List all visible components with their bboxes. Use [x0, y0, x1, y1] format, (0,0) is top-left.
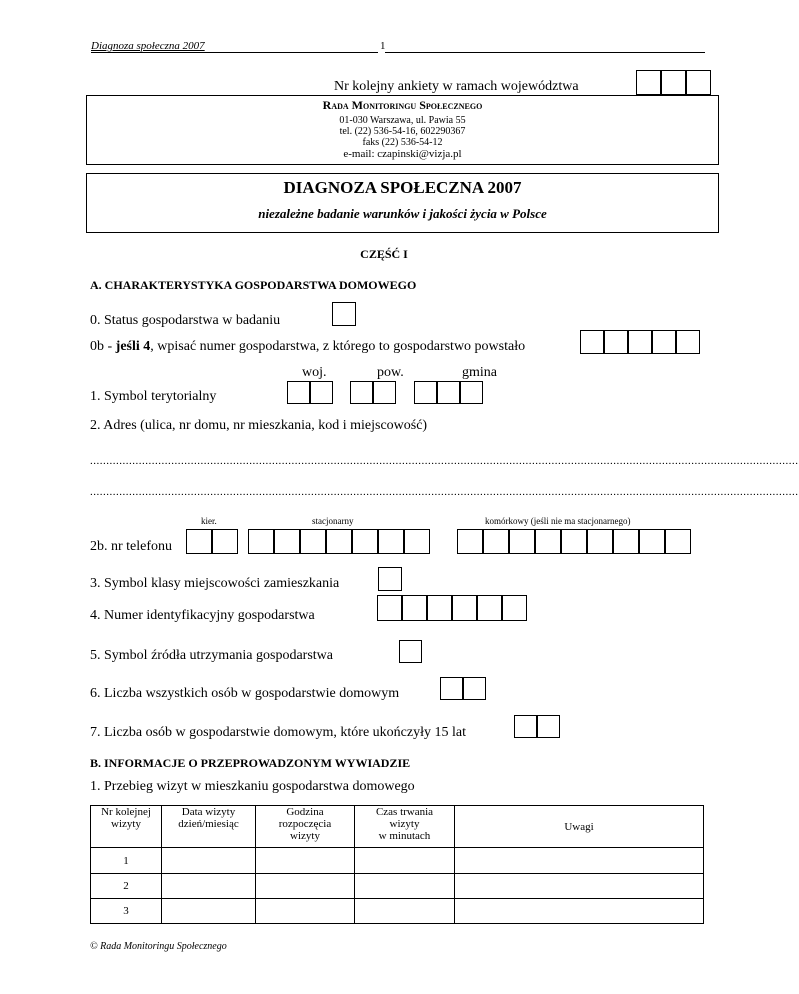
col-remarks: Uwagi [455, 806, 704, 848]
territory-gmina-box-2[interactable] [437, 381, 460, 404]
phone-komorkowy-label: komórkowy (jeśli nie ma stacjonarnego) [485, 516, 631, 526]
phone-kier-box-1[interactable] [186, 529, 212, 554]
phone-mob-box-8[interactable] [639, 529, 665, 554]
q0b-box-1[interactable] [580, 330, 604, 354]
org-fax: faks (22) 536-54-12 [362, 137, 443, 148]
household-id-box-5[interactable] [477, 595, 502, 621]
section-b-heading: B. INFORMACJE O PRZEPROWADZONYM WYWIADZIE [90, 756, 411, 770]
phone-stac-box-6[interactable] [378, 529, 404, 554]
visit-date-cell[interactable] [162, 874, 256, 899]
territory-gmina-box-3[interactable] [460, 381, 483, 404]
q6-box-2[interactable] [463, 677, 486, 700]
org-email: e-mail: czapinski@vizja.pl [343, 148, 462, 160]
visits-table [90, 805, 704, 924]
q0-box[interactable] [332, 302, 356, 326]
q1-label: 1. Symbol terytorialny [90, 389, 217, 404]
phone-mob-box-6[interactable] [587, 529, 613, 554]
part-label: CZĘŚĆ I [360, 247, 408, 261]
q7-box-1[interactable] [514, 715, 537, 738]
address-line-2[interactable]: .......................................................................................................................................................................................................................... [90, 486, 799, 498]
col-pow-label: pow. [377, 365, 404, 380]
phone-kier-box-2[interactable] [212, 529, 238, 554]
visit-number-cell: 1 [91, 848, 162, 874]
duration-cell[interactable] [355, 874, 455, 899]
header-rule [385, 52, 705, 53]
phone-stac-box-5[interactable] [352, 529, 378, 554]
table-header-row [91, 806, 704, 848]
phone-kier-label: kier. [201, 516, 217, 526]
survey-number-box-1[interactable] [636, 70, 661, 95]
phone-mob-box-3[interactable] [509, 529, 535, 554]
phone-mob-box-5[interactable] [561, 529, 587, 554]
col-gmina-label: gmina [462, 365, 497, 380]
q0b-box-2[interactable] [604, 330, 628, 354]
survey-title: DIAGNOZA SPOŁECZNA 2007 [283, 178, 522, 197]
duration-cell[interactable] [355, 899, 455, 924]
household-id-box-3[interactable] [427, 595, 452, 621]
visit-date-cell[interactable] [162, 899, 256, 924]
table-row [91, 874, 704, 899]
remarks-cell[interactable] [455, 874, 704, 899]
running-title: Diagnoza społeczna 2007 [91, 40, 205, 52]
territory-pow-box-1[interactable] [350, 381, 373, 404]
col-visit-date: Data wizyty dzień/miesiąc [162, 806, 256, 848]
q0b-box-3[interactable] [628, 330, 652, 354]
survey-number-box-3[interactable] [686, 70, 711, 95]
org-phone: tel. (22) 536-54-16, 602290367 [339, 126, 466, 137]
phone-stac-box-4[interactable] [326, 529, 352, 554]
household-id-box-4[interactable] [452, 595, 477, 621]
territory-gmina-box-1[interactable] [414, 381, 437, 404]
q5-label: 5. Symbol źródła utrzymania gospodarstwa [90, 648, 334, 663]
phone-mob-box-9[interactable] [665, 529, 691, 554]
section-a-heading: A. CHARAKTERYSTYKA GOSPODARSTWA DOMOWEGO [90, 278, 417, 292]
q0b-label: 0b - jeśli 4, wpisać numer gospodarstwa, z którego to gospodarstwo powstało [90, 339, 526, 354]
remarks-cell[interactable] [455, 899, 704, 924]
visits-question-label: 1. Przebieg wizyt w mieszkaniu gospodarstwa domowego [90, 779, 415, 794]
territory-woj-box-2[interactable] [310, 381, 333, 404]
org-name: Rada Monitoringu Społecznego [322, 98, 483, 112]
survey-subtitle: niezależne badanie warunków i jakości życia w Polsce [258, 206, 547, 221]
q7-label: 7. Liczba osób w gospodarstwie domowym, które ukończyły 15 lat [90, 725, 466, 740]
q0b-box-4[interactable] [652, 330, 676, 354]
org-frame [86, 95, 719, 165]
address-line-1[interactable]: .......................................................................................................................................................................................................................... [90, 455, 799, 467]
col-duration: Czas trwania wizyty w minutach [355, 806, 455, 848]
col-woj-label: woj. [302, 365, 327, 380]
q7-box-2[interactable] [537, 715, 560, 738]
territory-woj-box-1[interactable] [287, 381, 310, 404]
household-id-box-1[interactable] [377, 595, 402, 621]
q2b-label: 2b. nr telefonu [90, 539, 173, 554]
visit-date-cell[interactable] [162, 848, 256, 874]
phone-stac-box-7[interactable] [404, 529, 430, 554]
start-time-cell[interactable] [256, 848, 355, 874]
phone-mob-box-7[interactable] [613, 529, 639, 554]
q2-label: 2. Adres (ulica, nr domu, nr mieszkania, kod i miejscowość) [90, 418, 428, 433]
col-start-time: Godzina rozpoczęcia wizyty [256, 806, 355, 848]
phone-mob-box-2[interactable] [483, 529, 509, 554]
q0b-box-5[interactable] [676, 330, 700, 354]
household-id-box-2[interactable] [402, 595, 427, 621]
phone-stac-box-2[interactable] [274, 529, 300, 554]
q5-box[interactable] [399, 640, 422, 663]
org-address: 01-030 Warszawa, ul. Pawia 55 [339, 115, 466, 126]
start-time-cell[interactable] [256, 899, 355, 924]
survey-number-label: Nr kolejny ankiety w ramach województwa [334, 79, 579, 94]
phone-stac-box-1[interactable] [248, 529, 274, 554]
phone-stacjonarny-label: stacjonarny [312, 516, 354, 526]
phone-mob-box-1[interactable] [457, 529, 483, 554]
table-row [91, 848, 704, 874]
header-underline [91, 52, 378, 53]
visit-number-cell: 2 [91, 874, 162, 899]
territory-pow-box-2[interactable] [373, 381, 396, 404]
duration-cell[interactable] [355, 848, 455, 874]
phone-stac-box-3[interactable] [300, 529, 326, 554]
q3-box[interactable] [378, 567, 402, 591]
survey-number-box-2[interactable] [661, 70, 686, 95]
page-number: 1 [380, 40, 386, 52]
q6-box-1[interactable] [440, 677, 463, 700]
footer-copyright: © Rada Monitoringu Społecznego [90, 941, 227, 952]
col-visit-number: Nr kolejnej wizyty [91, 806, 162, 848]
q4-label: 4. Numer identyfikacyjny gospodarstwa [90, 608, 315, 623]
remarks-cell[interactable] [455, 848, 704, 874]
q6-label: 6. Liczba wszystkich osób w gospodarstwie domowym [90, 686, 400, 701]
phone-mob-box-4[interactable] [535, 529, 561, 554]
q0-label: 0. Status gospodarstwa w badaniu [90, 313, 281, 328]
q3-label: 3. Symbol klasy miejscowości zamieszkania [90, 576, 340, 591]
visit-number-cell: 3 [91, 899, 162, 924]
start-time-cell[interactable] [256, 874, 355, 899]
title-frame [86, 173, 719, 233]
household-id-box-6[interactable] [502, 595, 527, 621]
table-row [91, 899, 704, 924]
